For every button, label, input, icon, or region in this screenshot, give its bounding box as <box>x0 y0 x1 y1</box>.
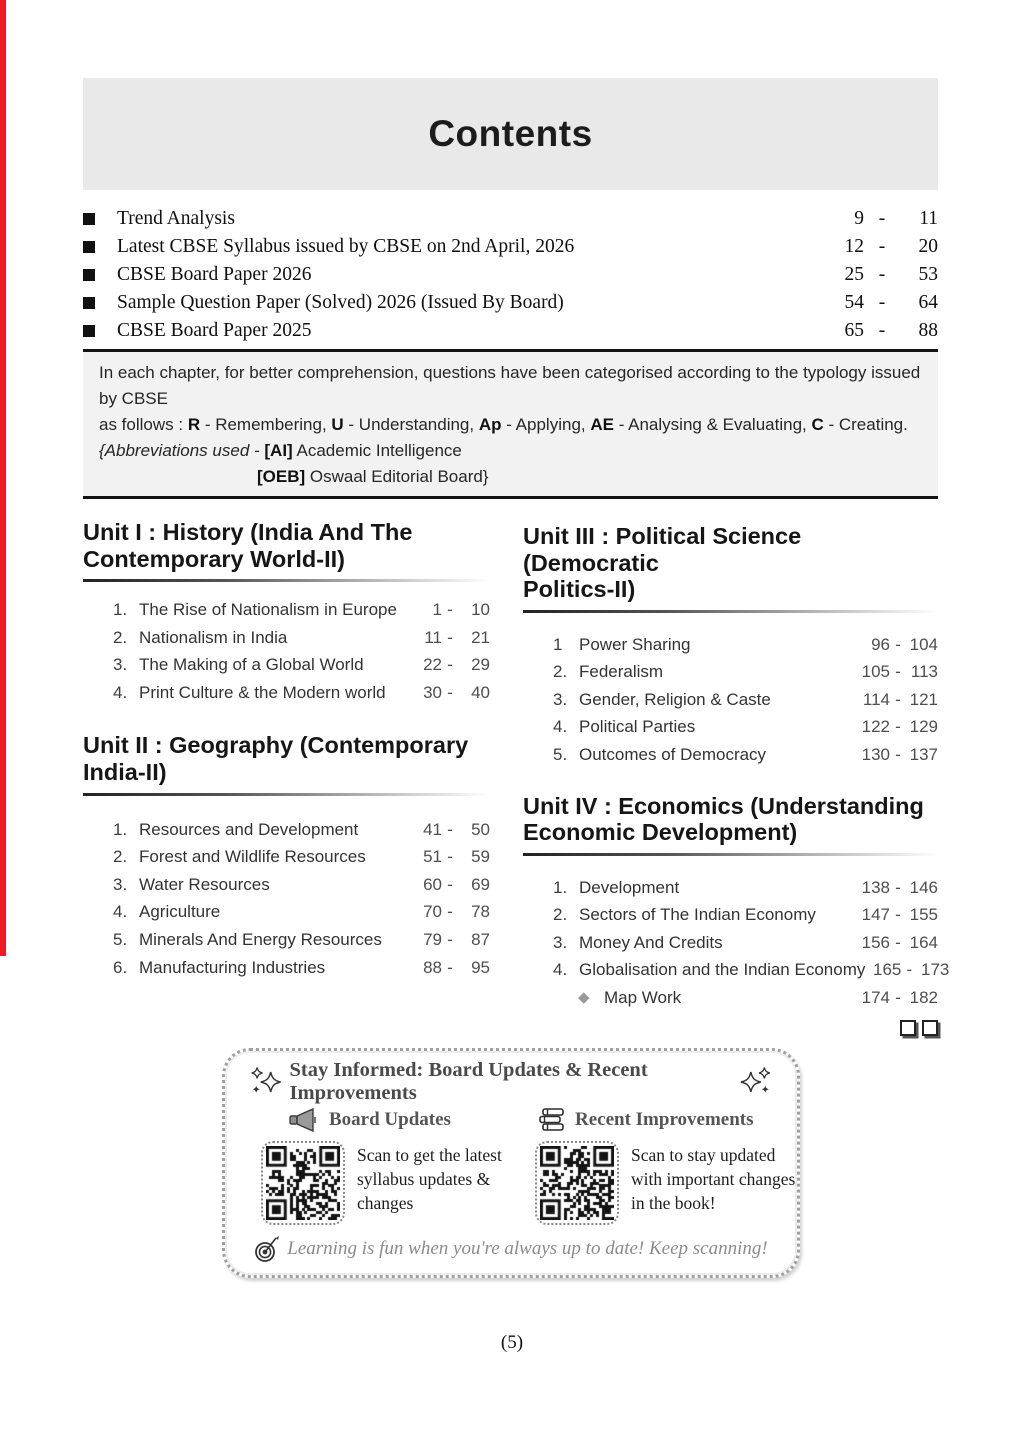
heading-rule <box>523 610 938 613</box>
front-matter-label: CBSE Board Paper 2026 <box>117 264 312 285</box>
qr-caption: Scan to stay updated with important changes in the book! <box>631 1144 796 1213</box>
heading-rule <box>83 579 490 582</box>
chapter-number: 4. <box>113 902 128 922</box>
front-matter-row <box>83 317 938 345</box>
chapter-title: Map Work <box>604 988 682 1008</box>
unit-2-chapter-list <box>83 816 490 982</box>
heading-rule <box>523 853 938 856</box>
chapter-number: 1. <box>113 600 128 620</box>
page-range-end: 40 <box>471 682 490 702</box>
front-matter-label: CBSE Board Paper 2025 <box>117 320 312 341</box>
page-range-start: 156 <box>861 932 890 952</box>
range-dash: - <box>878 264 886 285</box>
square-bullet-icon <box>83 269 95 281</box>
range-dash: - <box>878 292 886 313</box>
page-range-start: 114 <box>862 689 890 709</box>
chapter-number: 6. <box>113 957 128 977</box>
chapter-number: 3. <box>553 932 568 952</box>
page-range-start: 1 <box>432 600 442 620</box>
square-bullet-icon <box>83 325 95 337</box>
chapter-title: Minerals And Energy Resources <box>139 929 382 949</box>
unit-3-chapter-list <box>523 631 938 769</box>
note-abbreviations-line: {Abbreviations used - [AI] Academic Intelligence <box>99 441 462 460</box>
unit-1-chapter-list <box>83 596 490 706</box>
chapter-row <box>523 713 938 741</box>
chapter-number: 4. <box>113 682 128 702</box>
range-dash: - <box>447 819 453 839</box>
chapter-row <box>523 956 950 984</box>
page-range-end: 87 <box>471 929 490 949</box>
range-dash: - <box>895 988 901 1008</box>
square-bullet-icon <box>83 241 95 253</box>
unit-4-chapter-list <box>523 874 950 1012</box>
front-matter-label: Trend Analysis <box>117 208 235 229</box>
page-range-start: 70 <box>423 902 442 922</box>
page-range-end: 173 <box>920 960 950 980</box>
page-range-start: 138 <box>861 877 890 897</box>
chapter-title: Money And Credits <box>579 932 723 952</box>
range-dash: - <box>447 902 453 922</box>
sparkle-icon <box>249 1064 282 1100</box>
shadowed-squares-icon <box>900 1020 916 1036</box>
page-range-start: 174 <box>861 988 890 1008</box>
sparkle-icon <box>740 1064 773 1100</box>
page-range-start: 65 <box>844 320 864 341</box>
page-range-end: 137 <box>909 745 938 765</box>
chapter-title: Political Parties <box>579 717 696 737</box>
page-range-start: 22 <box>423 655 442 675</box>
qr-caption: Scan to get the latest syllabus updates & changes <box>357 1144 502 1213</box>
chapter-number: ◆ <box>578 989 590 1007</box>
page-range-end: 29 <box>471 655 490 675</box>
page-range-end: 88 <box>918 320 938 341</box>
dart-target-icon <box>254 1235 280 1263</box>
page-range-start: 11 <box>424 627 442 647</box>
page-range-start: 88 <box>423 957 442 977</box>
chapter-row <box>83 596 490 624</box>
heading-rule <box>83 793 490 796</box>
range-dash: - <box>447 627 453 647</box>
page-range-end: 129 <box>909 717 938 737</box>
page-range-start: 165 <box>872 960 902 980</box>
contents-banner <box>83 78 938 190</box>
qr-code-syllabus <box>261 1141 345 1225</box>
chapter-number: 3. <box>113 655 128 675</box>
front-matter-list <box>83 205 938 345</box>
range-dash: - <box>878 208 886 229</box>
range-dash: - <box>447 847 453 867</box>
page-range-end: 59 <box>471 847 490 867</box>
board-updates-heading: Board Updates <box>289 1107 539 1133</box>
chapter-number: 1. <box>553 877 568 897</box>
range-dash: - <box>895 877 901 897</box>
page-range-end: 104 <box>909 634 938 654</box>
chapter-title: Print Culture & the Modern world <box>139 682 386 702</box>
page-range-end: 20 <box>918 236 938 257</box>
page-range-start: 79 <box>423 929 442 949</box>
chapter-number: 2. <box>553 662 568 682</box>
range-dash: - <box>895 662 901 682</box>
chapter-number: 5. <box>113 929 128 949</box>
page-number: (5) <box>500 1332 524 1353</box>
range-dash: - <box>447 929 453 949</box>
chapter-row <box>83 954 490 982</box>
page-range-start: 30 <box>423 682 442 702</box>
chapter-row <box>83 816 490 844</box>
chapter-row <box>83 898 490 926</box>
chapter-row <box>523 901 938 929</box>
range-dash: - <box>895 689 901 709</box>
chapter-number: 2. <box>553 905 568 925</box>
note-line-2: as follows : R - Remembering, U - Understanding, Ap - Applying, AE - Analysing & Evaluating, C - Creating. <box>99 415 908 434</box>
page-range-start: 147 <box>861 905 890 925</box>
range-dash: - <box>447 655 453 675</box>
page-range-end: 155 <box>909 905 938 925</box>
unit-2-heading: Unit II : Geography (Contemporary India-II) <box>83 732 490 795</box>
stay-informed-subheadings <box>249 1107 773 1133</box>
chapter-row <box>523 984 938 1012</box>
range-dash: - <box>906 960 913 980</box>
page-range-end: 121 <box>909 689 938 709</box>
range-dash: - <box>447 682 453 702</box>
page-content <box>83 0 950 1278</box>
qr-row <box>249 1141 796 1225</box>
chapter-number: 2. <box>113 847 128 867</box>
page-range-start: 41 <box>423 819 442 839</box>
page-range-start: 130 <box>861 745 890 765</box>
page-range-end: 146 <box>909 877 938 897</box>
unit-3-heading: Unit III : Political Science (Democratic Politics-II) <box>523 523 938 613</box>
chapter-number: 1 <box>553 634 563 654</box>
unit-columns <box>83 519 950 1036</box>
stay-informed-title-row <box>249 1058 773 1104</box>
front-matter-row <box>83 233 938 261</box>
page-range-end: 69 <box>471 874 490 894</box>
chapter-title: Gender, Religion & Caste <box>579 689 771 709</box>
chapter-number: 3. <box>113 874 128 894</box>
range-dash: - <box>895 932 901 952</box>
chapter-row <box>83 651 490 679</box>
page-range-end: 53 <box>918 264 938 285</box>
unit-1-heading: Unit I : History (India And The Contemporary World-II) <box>83 519 490 582</box>
chapter-title: Federalism <box>579 662 664 682</box>
books-icon <box>539 1107 565 1133</box>
page-range-end: 50 <box>471 819 490 839</box>
chapter-row <box>523 658 938 686</box>
square-bullet-icon <box>83 297 95 309</box>
range-dash: - <box>895 905 901 925</box>
chapter-title: Forest and Wildlife Resources <box>139 847 366 867</box>
chapter-number: 4. <box>553 960 568 980</box>
front-matter-label: Latest CBSE Syllabus issued by CBSE on 2nd April, 2026 <box>117 236 575 257</box>
recent-improvements-qr-block <box>535 1141 809 1225</box>
page-range-start: 54 <box>844 292 864 313</box>
right-column <box>523 519 950 1036</box>
chapter-number: 1. <box>113 819 128 839</box>
chapter-row <box>523 874 938 902</box>
page-range-end: 164 <box>909 932 938 952</box>
page-range-end: 95 <box>471 957 490 977</box>
page-range-start: 51 <box>423 847 442 867</box>
red-margin-stripe <box>0 0 6 956</box>
stay-informed-title: Stay Informed: Board Updates & Recent Improvements <box>289 1058 648 1104</box>
chapter-title: The Making of a Global World <box>139 655 364 675</box>
stay-informed-footer: Learning is fun when you're always up to date! Keep scanning! <box>249 1235 773 1263</box>
range-dash: - <box>447 874 453 894</box>
chapter-title: Power Sharing <box>579 634 691 654</box>
chapter-title: Agriculture <box>139 902 221 922</box>
chapter-title: Sectors of The Indian Economy <box>579 905 816 925</box>
range-dash: - <box>895 634 901 654</box>
chapter-row <box>523 929 938 957</box>
page-range-start: 122 <box>861 717 890 737</box>
chapter-row <box>83 624 490 652</box>
front-matter-row <box>83 289 938 317</box>
recent-improvements-heading: Recent Improvements <box>539 1107 754 1133</box>
chapter-row <box>83 871 490 899</box>
front-matter-row <box>83 261 938 289</box>
page-range-end: 113 <box>910 662 938 682</box>
page-range-start: 25 <box>844 264 864 285</box>
chapter-title: Outcomes of Democracy <box>579 745 767 765</box>
note-line-1: In each chapter, for better comprehension, questions have been categorised according to the typology issued by CBSE <box>99 363 921 408</box>
stay-informed-box <box>222 1048 800 1278</box>
chapter-number: 3. <box>553 689 568 709</box>
chapter-title: The Rise of Nationalism in Europe <box>139 600 397 620</box>
board-updates-qr-block <box>261 1141 535 1225</box>
page-range-start: 9 <box>854 208 864 229</box>
chapter-number: 4. <box>553 717 568 737</box>
chapter-row <box>523 686 938 714</box>
chapter-row <box>83 926 490 954</box>
note-oeb-line: [OEB] Oswaal Editorial Board} <box>257 467 489 486</box>
page-title: Contents <box>428 113 593 154</box>
range-dash: - <box>447 600 453 620</box>
chapter-row <box>83 679 490 707</box>
page-range-end: 64 <box>918 292 938 313</box>
chapter-title: Manufacturing Industries <box>139 957 326 977</box>
range-dash: - <box>878 320 886 341</box>
front-matter-label: Sample Question Paper (Solved) 2026 (Issued By Board) <box>117 292 564 313</box>
page-range-start: 60 <box>423 874 442 894</box>
page-range-end: 182 <box>909 988 938 1008</box>
page-range-end: 11 <box>919 208 938 229</box>
unit-4-heading: Unit IV : Economics (Understanding Economic Development) <box>523 793 938 856</box>
qr-code-book-changes <box>535 1141 619 1225</box>
page-range-start: 12 <box>844 236 864 257</box>
chapter-title: Water Resources <box>139 874 270 894</box>
chapter-title: Globalisation and the Indian Economy <box>579 960 866 980</box>
typology-note-box <box>83 349 938 499</box>
chapter-title: Nationalism in India <box>139 627 288 647</box>
end-of-list-marker <box>523 1020 938 1036</box>
range-dash: - <box>447 957 453 977</box>
megaphone-icon <box>289 1107 319 1133</box>
left-column <box>83 519 490 1036</box>
shadowed-squares-icon <box>922 1020 938 1036</box>
chapter-row <box>523 631 938 659</box>
square-bullet-icon <box>83 213 95 225</box>
page-range-end: 78 <box>471 902 490 922</box>
page-range-start: 105 <box>861 662 890 682</box>
range-dash: - <box>878 236 886 257</box>
front-matter-row <box>83 205 938 233</box>
chapter-title: Resources and Development <box>139 819 359 839</box>
chapter-row <box>83 843 490 871</box>
chapter-number: 5. <box>553 745 568 765</box>
range-dash: - <box>895 717 901 737</box>
page-range-end: 21 <box>471 627 490 647</box>
chapter-row <box>523 741 938 769</box>
page-range-end: 10 <box>471 600 490 620</box>
page-range-start: 96 <box>871 634 890 654</box>
chapter-number: 2. <box>113 627 128 647</box>
chapter-title: Development <box>579 877 680 897</box>
range-dash: - <box>895 745 901 765</box>
